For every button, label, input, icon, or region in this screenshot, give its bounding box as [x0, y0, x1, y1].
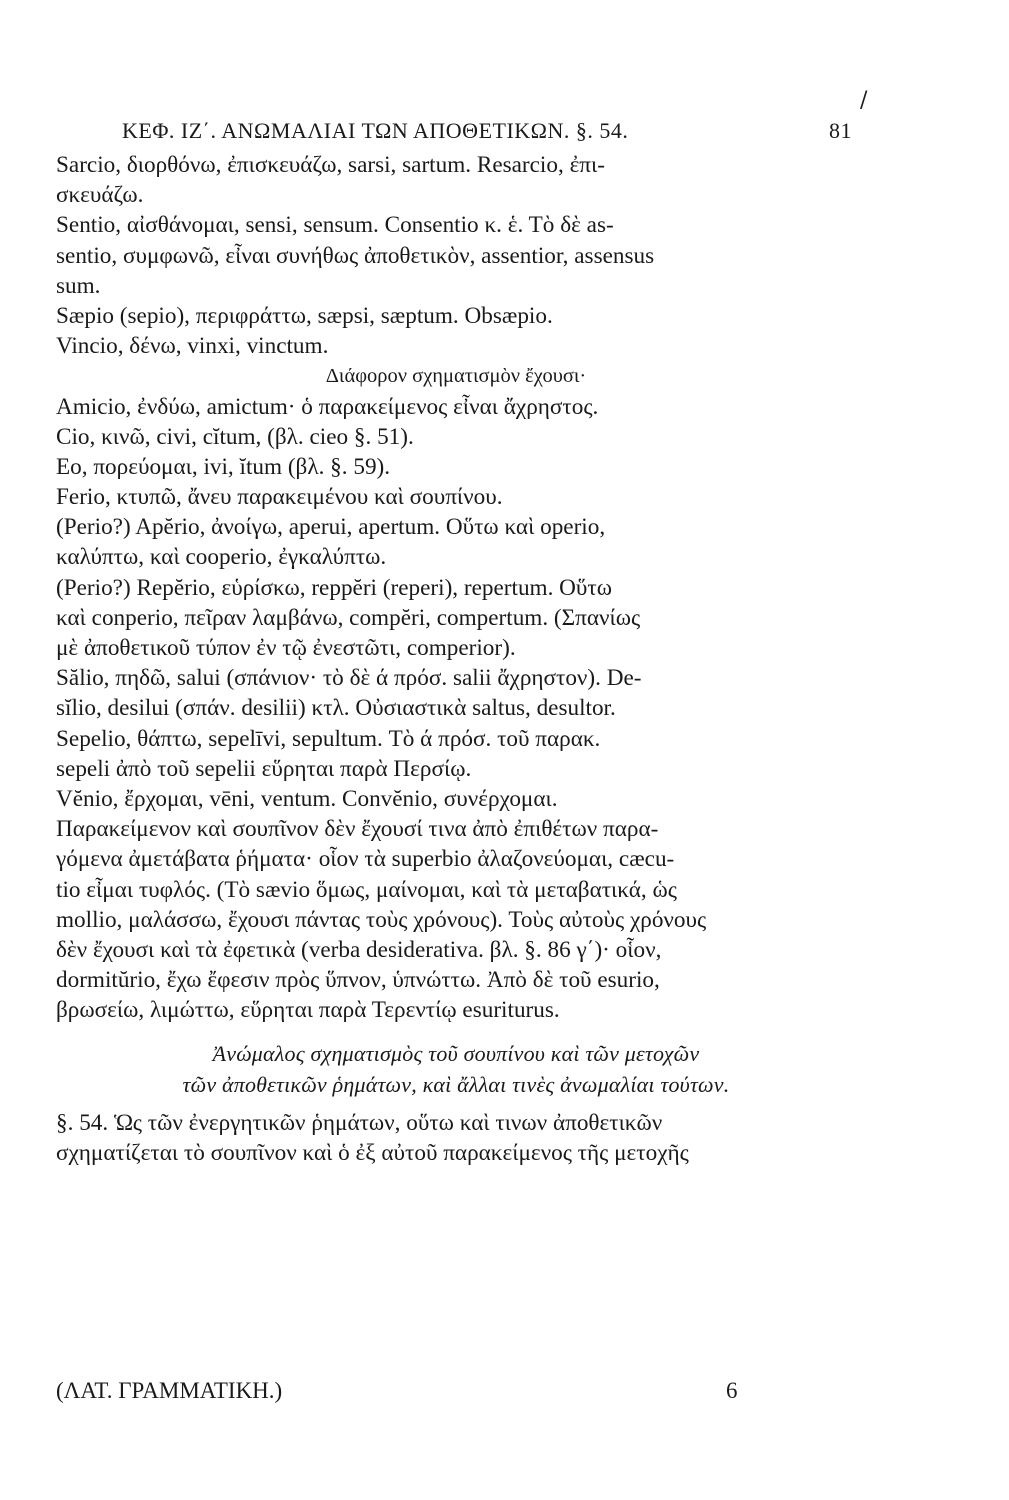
text-line: Sæpio (sepio), περιφράττω, sæpsi, sæptum. Obsæpio. [56, 302, 553, 329]
section-line: σχηματίζεται τὸ σουπῖνον καὶ ὁ ἐξ αὐτοῦ παρακείμενος τῆς μετοχῆς [56, 1140, 689, 1166]
text-line: Amicio, ἐνδύω, amictum· ὁ παρακείμενος εἶναι ἄχρηστος. [56, 393, 599, 420]
subheading-line: Ἀνώμαλος σχηματισμὸς τοῦ σουπίνου καὶ τῶν μετοχῶν [212, 1041, 700, 1067]
text-line: Vĕnio, ἔρχομαι, vēni, ventum. Convĕnio, συνέρχομαι. [56, 785, 558, 812]
text-line: Sentio, αἰσθάνομαι, sensi, sensum. Consentio κ. ἑ. Τὸ δὲ as- [56, 212, 614, 239]
subheading-line: τῶν ἀποθετικῶν ῥημάτων, καὶ ἄλλαι τινὲς ἀνωμαλίαι τούτων. [182, 1071, 730, 1097]
corner-mark: / [860, 88, 868, 113]
signature-footer [56, 1378, 856, 1410]
text-line: Sepelio, θάπτω, sepelīvi, sepultum. Τὸ ά πρόσ. τοῦ παρακ. [56, 725, 601, 752]
text-line: Sarcio, διορθόνω, ἐπισκευάζω, sarsi, sartum. Resarcio, ἐπι- [56, 152, 605, 178]
text-line: γόμενα ἀμετάβατα ῥήματα· οἷον τὰ superbio ἀλαζονεύομαι, cæcu- [56, 846, 675, 873]
text-line: sĭlio, desilui (σπάν. desilii) κτλ. Οὐσιαστικὰ saltus, desultor. [56, 695, 616, 722]
running-header-title: ΚΕΦ. ΙΖ΄. ΑΝΩΜΑΛΙΑΙ ΤΩΝ ΑΠΟΘΕΤΙΚΩΝ. §. 54. [122, 118, 629, 143]
text-line: καὶ conperio, πεῖραν λαμβάνω, compĕri, compertum. (Σπανίως [56, 604, 641, 631]
text-line: σκευάζω. [56, 182, 144, 209]
text-line: mollio, μαλάσσω, ἔχουσι πάντας τοὺς χρόνους). Τοὺς αὐτοὺς χρόνους [56, 906, 707, 933]
text-line: Sălio, πηδῶ, salui (σπάνιον· τὸ δὲ ά πρόσ. salii ἄχρηστον). De- [56, 665, 642, 692]
text-line-centered: Διάφορον σχηματισμὸν ἔχουσι· [325, 365, 587, 388]
page-number: 81 [829, 118, 852, 143]
text-line: Cio, κινῶ, civi, cĭtum, (βλ. cieo §. 51). [56, 423, 414, 450]
spacer [56, 1025, 856, 1039]
text-line: sum. [56, 272, 101, 299]
text-line: μὲ ἀποθετικοῦ τύπον ἐν τῷ ἐνεστῶτι, comperior). [56, 635, 516, 661]
text-line: δὲν ἔχουσι καὶ τὰ ἐφετικὰ (verba desiderativa. βλ. §. 86 γ΄)· οἷον, [56, 936, 662, 963]
text-line: dormitŭrio, ἔχω ἔφεσιν πρὸς ὕπνον, ὑπνώττω. Ἀπὸ δὲ τοῦ esurio, [56, 967, 660, 994]
spacer [56, 1100, 856, 1108]
running-header [122, 118, 852, 150]
text-line: (Perio?) Repĕrio, εὑρίσκω, reppĕri (reperi), repertum. Οὕτω [56, 574, 612, 601]
text-line: tio εἶμαι τυφλός. (Τὸ sævio ὅμως, μαίνομαι, καὶ τὰ μεταβατικά, ὡς [56, 876, 677, 903]
body-text [56, 150, 856, 1168]
signature-number: 6 [726, 1378, 738, 1403]
text-line: sepeli ἀπὸ τοῦ sepelii εὕρηται παρὰ Περσίῳ. [56, 755, 472, 782]
text-line: sentio, συμφωνῶ, εἶναι συνήθως ἀποθετικὸν, assentior, assensus [56, 242, 655, 269]
text-line: Παρακείμενον καὶ σουπῖνον δὲν ἔχουσί τινα ἀπὸ ἐπιθέτων παρα- [56, 816, 659, 843]
text-line: Ferio, κτυπῶ, ἄνευ παρακειμένου καὶ σουπίνου. [56, 484, 503, 511]
text-line: βρωσείω, λιμώττω, εὕρηται παρὰ Τερεντίῳ esuriturus. [56, 997, 560, 1024]
text-line: Eo, πορεύομαι, ivi, ĭtum (βλ. §. 59). [56, 453, 391, 480]
section-line: §. 54. Ὡς τῶν ἐνεργητικῶν ῥημάτων, οὕτω καὶ τινων ἀποθετικῶν [56, 1109, 663, 1136]
text-line: καλύπτω, καὶ cooperio, ἐγκαλύπτω. [56, 544, 387, 571]
text-line: Vincio, δένω, vinxi, vinctum. [56, 333, 329, 360]
signature-title: (ΛΑΤ. ΓΡΑΜΜΑΤΙΚΗ.) [56, 1378, 283, 1403]
text-line: (Perio?) Apĕrio, ἀνοίγω, aperui, apertum. Οὕτω καὶ operio, [56, 514, 606, 541]
